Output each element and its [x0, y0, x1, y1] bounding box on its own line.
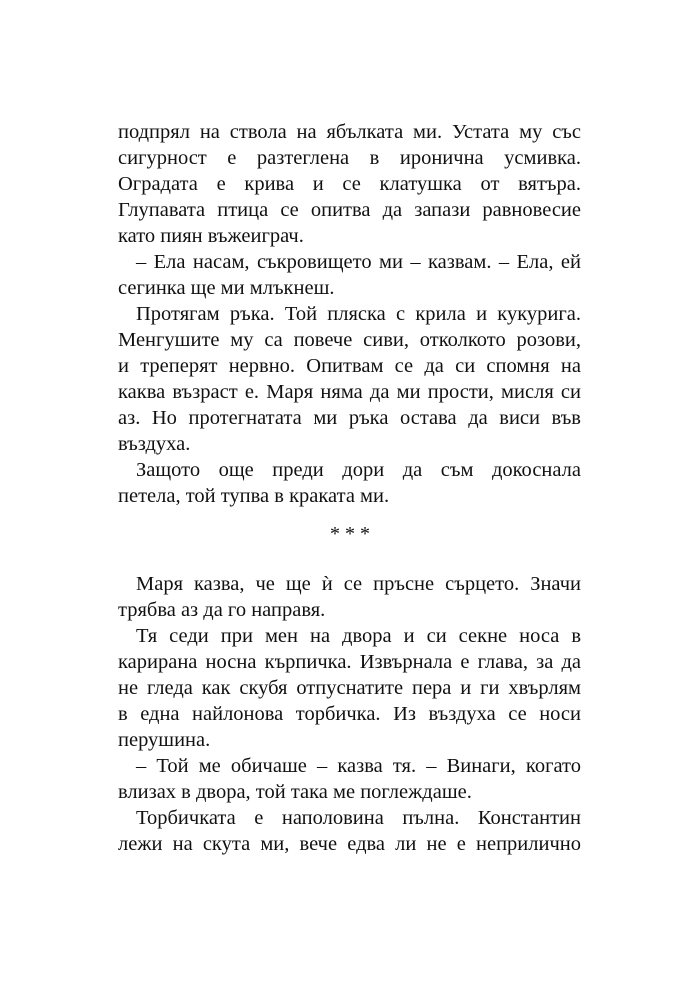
- text-line: Глупавата птица се опитва да запази равновесие: [118, 199, 581, 221]
- text-line: въздуха.: [118, 433, 191, 455]
- text-line: Маря казва, че ще ѝ се пръсне сърцето. Значи: [136, 573, 581, 595]
- text-line: лежи на скута ми, вече едва ли не е неприлично: [118, 833, 581, 855]
- text-line: аз. Но протегнатата ми ръка остава да виси във: [118, 407, 581, 429]
- text-line: и треперят нервно. Опитвам се да си спомня на: [118, 355, 581, 377]
- text-line: Тя седи при мен на двора и си секне носа в: [136, 625, 581, 647]
- text-line: каква възраст е. Маря няма да ми прости, мисля си: [118, 381, 581, 403]
- text-line: петела, той тупва в краката ми.: [118, 485, 390, 507]
- text-line: – Ела насам, съкровището ми – казвам. – Ела, ей: [136, 251, 581, 273]
- text-line: сегинка ще ми млъкнеш.: [118, 277, 335, 299]
- text-line: Оградата е крива и се клатушка от вятъра.: [118, 173, 581, 195]
- text-line: перушина.: [118, 729, 211, 751]
- text-line: – Той ме обичаше – казва тя. – Винаги, когато: [136, 755, 581, 777]
- text-line: Протягам ръка. Той пляска с крила и кукурига.: [136, 303, 581, 325]
- text-line: като пиян въжеиграч.: [118, 225, 304, 247]
- text-line: Торбичката е наполовина пълна. Константин: [136, 807, 581, 829]
- text-line: в една найлонова торбичка. Из въздуха се носи: [118, 703, 581, 725]
- text-line: сигурност е разтеглена в иронична усмивка.: [118, 147, 581, 169]
- section-separator: * * *: [330, 523, 370, 545]
- text-line: влизах в двора, той така ме поглеждаше.: [118, 781, 472, 803]
- text-line: карирана носна кърпичка. Извърнала е глава, за да: [118, 651, 581, 673]
- text-line: Менгушите му са повече сиви, отколкото розови,: [118, 329, 581, 351]
- text-line: не гледа как скубя отпуснатите пера и ги хвърлям: [118, 677, 581, 699]
- text-line: подпрял на ствола на ябълката ми. Устата му със: [118, 121, 581, 143]
- text-line: трябва аз да го направя.: [118, 599, 326, 621]
- text-line: Защото още преди дори да съм докоснала: [136, 459, 581, 481]
